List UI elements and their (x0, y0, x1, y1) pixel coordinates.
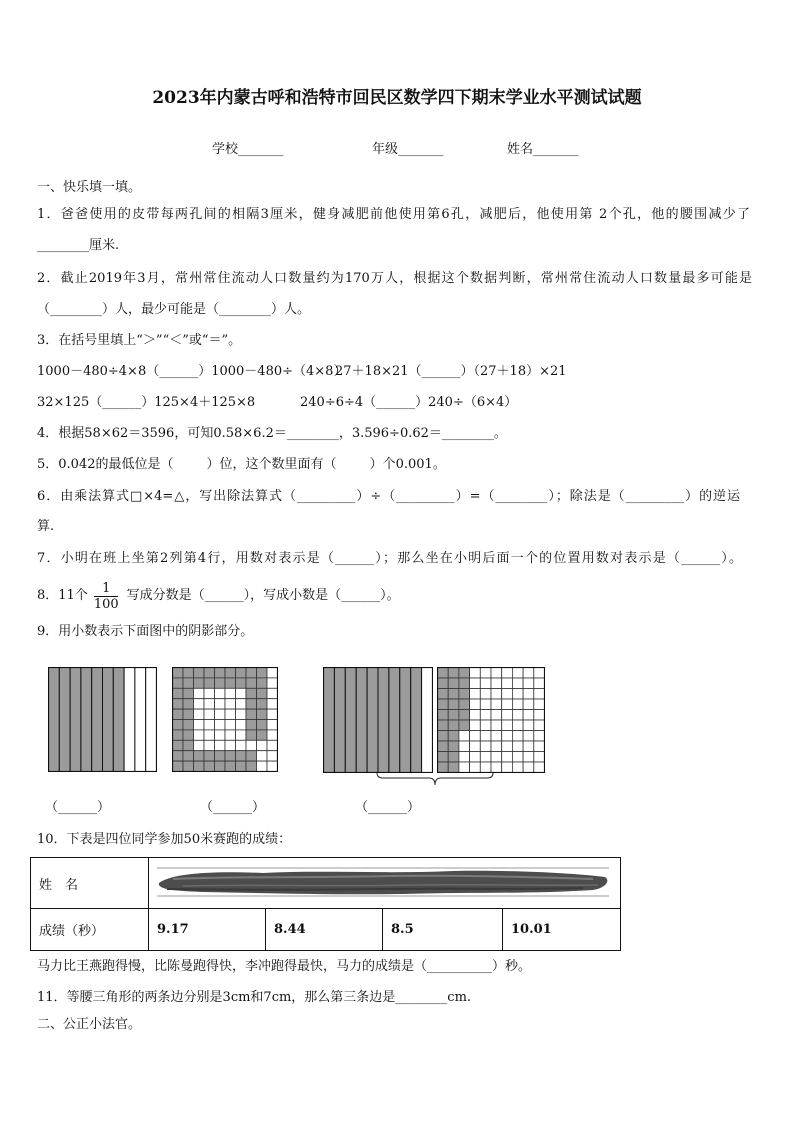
shaded-grid-cell (246, 668, 257, 678)
shaded-grid-cell (438, 741, 449, 752)
shaded-grid-cell (173, 740, 184, 750)
question-4: 4．根据58×62＝3596，可知0.58×6.2＝________，3.596÷0.62＝________。 (37, 426, 507, 441)
shaded-grid-cell (448, 741, 459, 752)
grade-field: 年级_______ (372, 142, 444, 157)
shaded-grid-cell (246, 720, 257, 730)
grid-cell (523, 678, 534, 689)
strip (422, 668, 433, 773)
question-9-prompt: 9．用小数表示下面图中的阴影部分。 (37, 624, 254, 639)
grid-cell (480, 668, 491, 679)
grid-cell (459, 741, 470, 752)
grid-cell (470, 710, 481, 721)
shaded-grid-cell (183, 761, 194, 771)
shaded-grid-cell (257, 688, 268, 698)
shaded-grid-cell (448, 731, 459, 742)
grid-cell (491, 699, 502, 710)
grid-cell (512, 731, 523, 742)
ink-smudge (153, 861, 613, 901)
grid-cell (491, 741, 502, 752)
grid-cell (194, 740, 205, 750)
grid-cell (225, 740, 236, 750)
question-5: 5．0.042的最低位是（ ）位，这个数里面有（ ）个0.001。 (37, 457, 446, 472)
grid-cell (267, 668, 278, 678)
shaded-grid-cell (257, 709, 268, 719)
shaded-grid-cell (438, 720, 449, 731)
strip (124, 668, 135, 772)
grid-cell (502, 762, 513, 773)
question-10-question: 马力比王燕跑得慢，比陈曼跑得快，李冲跑得最快，马力的成绩是（__________）秒。 (37, 959, 532, 974)
grid-cell (194, 688, 205, 698)
strip (135, 668, 146, 772)
answer-blank: （______） (355, 800, 421, 815)
shaded-strip (389, 668, 400, 773)
score-cell: 8.5 (383, 909, 503, 951)
grid-cell (502, 689, 513, 700)
shaded-grid-cell (225, 751, 236, 761)
shaded-grid-cell (183, 688, 194, 698)
grid-cell (523, 762, 534, 773)
grid-cell (480, 710, 491, 721)
grid-cell (512, 741, 523, 752)
shaded-grid-cell (257, 730, 268, 740)
grid-cell (459, 762, 470, 773)
fraction-denominator: 100 (93, 596, 119, 612)
grid-cell (534, 720, 545, 731)
grid-cell (523, 668, 534, 679)
grid-cell (194, 709, 205, 719)
smudge-blob (159, 871, 608, 894)
shaded-grid-cell (225, 761, 236, 771)
shaded-grid-cell (236, 751, 247, 761)
shaded-strip (81, 668, 92, 772)
grid-cell (523, 699, 534, 710)
grid-cell (502, 668, 513, 679)
shaded-strip (59, 668, 70, 772)
grid-cell (512, 678, 523, 689)
grid-cell (215, 699, 226, 709)
question-2-line-1: 2．截止2019年3月，常州常住流动人口数量约为170万人，根据这个数据判断，常州常住流动人口数量最多可能是 (37, 271, 752, 286)
shaded-grid-cell (448, 720, 459, 731)
question-7: 7．小明在班上坐第2列第4行，用数对表示是（______）；那么坐在小明后面一个的位置用数对表示是（______）。 (37, 551, 742, 566)
shaded-strip (367, 668, 378, 773)
grid-cell (215, 720, 226, 730)
shaded-strip (103, 668, 114, 772)
shaded-grid-cell (448, 668, 459, 679)
answer-blank: （______） (200, 800, 266, 815)
figure-strips-2 (323, 667, 433, 773)
grid-cell (470, 752, 481, 763)
grid-cell (502, 699, 513, 710)
figure-strips-1 (48, 667, 157, 772)
shaded-grid-cell (246, 761, 257, 771)
question-2-line-2: （________）人，最少可能是（________）人。 (37, 302, 311, 317)
grid-cell (491, 752, 502, 763)
question-3-item: 27＋18×21（______）（27＋18）×21 (335, 364, 567, 379)
shaded-grid-cell (438, 689, 449, 700)
grid-cell (523, 741, 534, 752)
fraction (92, 581, 121, 612)
shaded-strip (400, 668, 411, 773)
question-3-prompt: 3．在括号里填上“＞”“＜”或“＝”。 (37, 333, 242, 348)
shaded-grid-cell (448, 689, 459, 700)
score-cell: 8.44 (266, 909, 383, 951)
shaded-strip (356, 668, 367, 773)
answer-blank: （______） (45, 800, 111, 815)
grid-cell (194, 720, 205, 730)
grid-cell (523, 710, 534, 721)
figure-svg (323, 667, 433, 773)
grid-cell (215, 730, 226, 740)
grid-cell (534, 668, 545, 679)
section-heading-judge: 二、公正小法官。 (37, 1017, 142, 1032)
grid-cell (523, 720, 534, 731)
grid-cell (491, 668, 502, 679)
shaded-strip (378, 668, 389, 773)
shaded-grid-cell (215, 761, 226, 771)
shaded-grid-cell (236, 678, 247, 688)
shaded-grid-cell (236, 761, 247, 771)
shaded-grid-cell (438, 678, 449, 689)
shaded-grid-cell (438, 752, 449, 763)
grid-cell (225, 709, 236, 719)
shaded-grid-cell (173, 668, 184, 678)
shaded-grid-cell (173, 678, 184, 688)
grid-cell (470, 689, 481, 700)
grid-cell (512, 762, 523, 773)
grid-cell (534, 678, 545, 689)
grid-cell (459, 731, 470, 742)
grid-cell (470, 668, 481, 679)
shaded-grid-cell (173, 730, 184, 740)
shaded-grid-cell (204, 761, 215, 771)
question-3-item: 1000－480÷4×8（______）1000－480÷（4×8） (37, 364, 347, 379)
shaded-grid-cell (204, 668, 215, 678)
shaded-grid-cell (194, 668, 205, 678)
shaded-grid-cell (459, 689, 470, 700)
shaded-grid-cell (173, 751, 184, 761)
grid-cell (480, 699, 491, 710)
brace-path (377, 773, 493, 785)
grid-cell (236, 699, 247, 709)
shaded-grid-cell (459, 720, 470, 731)
shaded-grid-cell (257, 668, 268, 678)
grid-cell (491, 710, 502, 721)
grid-cell (470, 720, 481, 731)
question-8 (37, 579, 400, 613)
question-6-line-1: 6．由乘法算式□×4=△，写出除法算式（_________）÷（_________）=（________）；除法是（_________）的逆运 (37, 489, 740, 504)
grid-cell (225, 688, 236, 698)
grid-cell (480, 720, 491, 731)
shaded-grid-cell (236, 668, 247, 678)
shaded-grid-cell (448, 752, 459, 763)
figure-svg (437, 667, 545, 773)
grid-cell (204, 720, 215, 730)
shaded-grid-cell (215, 751, 226, 761)
grid-cell (502, 731, 513, 742)
grid-cell (502, 720, 513, 731)
shaded-grid-cell (438, 762, 449, 773)
question-8-lead: 8．11个 (37, 588, 88, 603)
grid-cell (502, 752, 513, 763)
shaded-grid-cell (246, 678, 257, 688)
grid-cell (534, 710, 545, 721)
grid-cell (480, 731, 491, 742)
shaded-grid-cell (225, 678, 236, 688)
grid-cell (215, 709, 226, 719)
shaded-grid-cell (183, 740, 194, 750)
figure-svg (172, 667, 278, 772)
shaded-strip (411, 668, 422, 773)
table-row (31, 909, 621, 951)
shaded-grid-cell (257, 699, 268, 709)
question-1-line-1: 1．爸爸使用的皮带每两孔间的相隔3厘米，健身减肥前他使用第6孔，减肥后，他使用第 2个孔，他的腰围减少了 (37, 207, 750, 222)
grid-cell (215, 688, 226, 698)
grid-cell (480, 689, 491, 700)
grid-cell (194, 730, 205, 740)
question-6-line-2: 算. (37, 519, 55, 534)
smudge-streak (183, 885, 598, 886)
grid-cell (236, 730, 247, 740)
grid-cell (204, 709, 215, 719)
shaded-grid-cell (438, 699, 449, 710)
grid-cell (502, 710, 513, 721)
shaded-grid-cell (246, 730, 257, 740)
shaded-grid-cell (459, 710, 470, 721)
grid-cell (236, 740, 247, 750)
shaded-grid-cell (215, 678, 226, 688)
question-1-line-2: ________厘米. (37, 238, 120, 253)
shaded-grid-cell (173, 699, 184, 709)
table-row (31, 858, 621, 909)
question-3-item: 240÷6÷4（______）240÷（6×4） (300, 395, 518, 410)
score-cell: 9.17 (149, 909, 266, 951)
school-field: 学校_______ (212, 142, 284, 157)
shaded-grid-cell (438, 731, 449, 742)
grid-cell (236, 688, 247, 698)
figure-grid-2 (437, 667, 545, 773)
grid-cell (480, 741, 491, 752)
score-row-label: 成绩（秒） (31, 909, 149, 951)
shaded-grid-cell (173, 709, 184, 719)
grid-cell (204, 699, 215, 709)
shaded-strip (324, 668, 335, 773)
grid-cell (194, 699, 205, 709)
grid-cell (480, 762, 491, 773)
shaded-grid-cell (215, 668, 226, 678)
shaded-grid-cell (225, 668, 236, 678)
shaded-grid-cell (173, 761, 184, 771)
grid-cell (502, 678, 513, 689)
shaded-grid-cell (448, 699, 459, 710)
grid-cell (204, 688, 215, 698)
grid-cell (267, 751, 278, 761)
grid-cell (512, 752, 523, 763)
shaded-grid-cell (183, 699, 194, 709)
shaded-grid-cell (183, 709, 194, 719)
grid-cell (470, 762, 481, 773)
grid-cell (491, 720, 502, 731)
shaded-grid-cell (257, 720, 268, 730)
shaded-strip (113, 668, 124, 772)
grid-cell (512, 720, 523, 731)
shaded-grid-cell (183, 730, 194, 740)
question-8-tail: 写成分数是（______），写成小数是（______）。 (126, 588, 400, 603)
shaded-grid-cell (173, 688, 184, 698)
grid-cell (215, 740, 226, 750)
score-cell: 10.01 (503, 909, 621, 951)
shaded-grid-cell (194, 761, 205, 771)
grid-cell (512, 699, 523, 710)
question-11: 11．等腰三角形的两条边分别是3cm和7cm，那么第三条边是________cm. (37, 990, 472, 1005)
name-cell-obscured (149, 858, 621, 909)
shaded-grid-cell (448, 710, 459, 721)
shaded-grid-cell (246, 709, 257, 719)
shaded-grid-cell (204, 751, 215, 761)
strip (146, 668, 157, 772)
score-table (30, 857, 621, 951)
grid-cell (225, 730, 236, 740)
grid-cell (512, 710, 523, 721)
grid-cell (204, 740, 215, 750)
shaded-grid-cell (183, 678, 194, 688)
grid-cell (491, 678, 502, 689)
shaded-grid-cell (459, 668, 470, 679)
grid-cell (459, 752, 470, 763)
shaded-grid-cell (438, 668, 449, 679)
grid-cell (523, 731, 534, 742)
shaded-strip (92, 668, 103, 772)
grid-cell (491, 689, 502, 700)
shaded-grid-cell (448, 678, 459, 689)
grid-cell (267, 761, 278, 771)
shaded-grid-cell (183, 668, 194, 678)
grid-cell (470, 731, 481, 742)
grid-cell (534, 731, 545, 742)
shaded-grid-cell (246, 751, 257, 761)
question-3-item: 32×125（______）125×4＋125×8 (37, 395, 256, 410)
name-field: 姓名_______ (507, 142, 579, 157)
shaded-grid-cell (448, 762, 459, 773)
grid-cell (267, 688, 278, 698)
section-heading-fill-in: 一、快乐填一填。 (37, 180, 142, 195)
grid-cell (225, 720, 236, 730)
grid-cell (512, 668, 523, 679)
grid-cell (470, 699, 481, 710)
grid-cell (267, 699, 278, 709)
grid-cell (491, 762, 502, 773)
shaded-grid-cell (459, 699, 470, 710)
grid-cell (257, 740, 268, 750)
fraction-numerator: 1 (102, 580, 111, 596)
shaded-strip (70, 668, 81, 772)
grid-cell (257, 761, 268, 771)
grid-cell (267, 730, 278, 740)
grid-cell (491, 731, 502, 742)
grid-cell (204, 730, 215, 740)
shaded-grid-cell (246, 699, 257, 709)
shaded-grid-cell (459, 678, 470, 689)
grid-cell (480, 678, 491, 689)
figure-grid-1 (172, 667, 278, 772)
grid-cell (246, 740, 257, 750)
grid-cell (236, 720, 247, 730)
grid-cell (257, 751, 268, 761)
question-10-prompt: 10．下表是四位同学参加50米赛跑的成绩： (37, 832, 292, 847)
shaded-grid-cell (194, 751, 205, 761)
shaded-grid-cell (183, 720, 194, 730)
grid-cell (534, 741, 545, 752)
grid-cell (267, 709, 278, 719)
shaded-grid-cell (438, 710, 449, 721)
grid-cell (470, 678, 481, 689)
grid-cell (267, 720, 278, 730)
grid-cell (534, 689, 545, 700)
grid-cell (523, 752, 534, 763)
grid-cell (512, 689, 523, 700)
grid-cell (534, 752, 545, 763)
grid-cell (523, 689, 534, 700)
grid-cell (470, 741, 481, 752)
shaded-strip (345, 668, 356, 773)
shaded-grid-cell (183, 751, 194, 761)
shaded-grid-cell (257, 678, 268, 688)
shaded-grid-cell (173, 720, 184, 730)
figure-svg (48, 667, 157, 772)
grid-cell (267, 740, 278, 750)
shaded-strip (49, 668, 60, 772)
grid-cell (534, 762, 545, 773)
grid-cell (225, 699, 236, 709)
page-title: 2023年内蒙古呼和浩特市回民区数学四下期末学业水平测试试题 (152, 88, 642, 108)
grid-cell (534, 699, 545, 710)
grid-cell (267, 678, 278, 688)
shaded-grid-cell (204, 678, 215, 688)
shaded-grid-cell (246, 688, 257, 698)
grid-cell (480, 752, 491, 763)
curly-brace (375, 772, 495, 788)
grid-cell (236, 709, 247, 719)
shaded-grid-cell (194, 678, 205, 688)
shaded-strip (334, 668, 345, 773)
name-row-label: 姓 名 (31, 858, 149, 909)
grid-cell (502, 741, 513, 752)
